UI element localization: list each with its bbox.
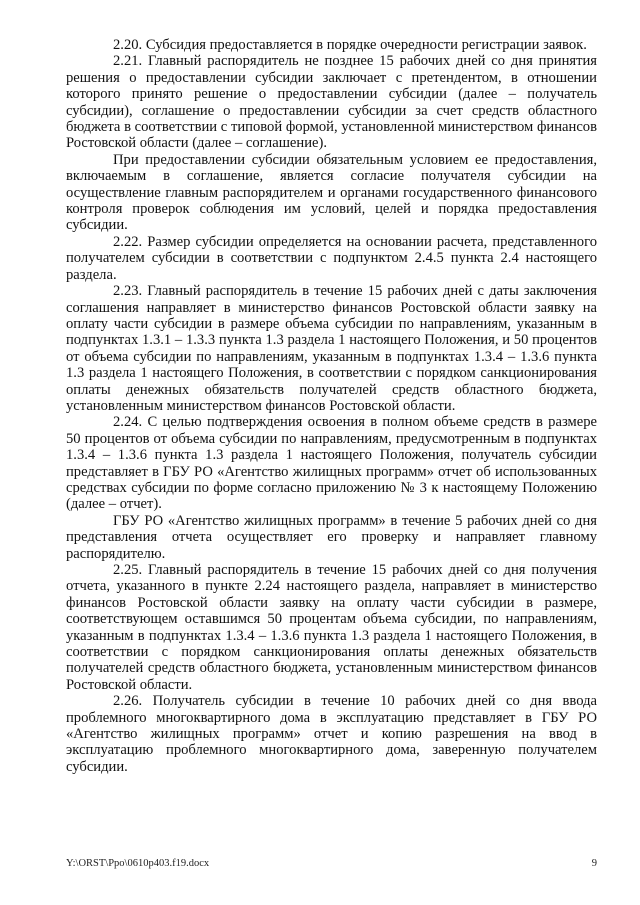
paragraph-2-24-review: ГБУ РО «Агентство жилищных программ» в течение 5 рабочих дней со дня представления отчета осуществляет его проверку и направляет главному распорядителю. bbox=[66, 512, 597, 562]
paragraph-2-21: 2.21. Главный распорядитель не позднее 15 рабочих дней со дня принятия решения о предоставлении субсидии заключает с претендентом, в отношении которого принято решение о предоставлении субсидии (далее – получатель субсидии), соглашение о предоставлении субсидии за счет средств областного бюджета в соответствии с типовой формой, установленной министерством финансов Ростовской области (далее – соглашение). bbox=[66, 53, 597, 152]
paragraph-2-24: 2.24. С целью подтверждения освоения в полном объеме средств в размере 50 процентов от объема субсидии по направлениям, предусмотренным в подпунктах 1.3.4 – 1.3.6 пункта 1.3 раздела 1 настоящего Положения, получатель субсидии представляет в ГБУ РО «Агентство жилищных программ» отчет об использованных средствах субсидии по форме согласно приложению № 3 к настоящему Положению (далее – отчет). bbox=[66, 414, 597, 513]
paragraph-2-20: 2.20. Субсидия предоставляется в порядке очередности регистрации заявок. bbox=[113, 37, 587, 53]
paragraph-2-23: 2.23. Главный распорядитель в течение 15 рабочих дней с даты заключения соглашения направляет в министерство финансов Ростовской области заявку на оплату части субсидии в размере объема субсидии по направлениям, указанным в подпунктах 1.3.1 – 1.3.3 пункта 1.3 раздела 1 настоящего Положения, и 50 процентов от объема субсидии по направлениям, указанным в подпунктах 1.3.4 – 1.3.6 пункта 1.3 раздела 1 настоящего Положения, в соответствии с порядком санкционирования оплаты денежных обязательств получателей средств областного бюджета, установленным министерством финансов Ростовской области. bbox=[66, 283, 597, 414]
paragraph-2-26: 2.26. Получатель субсидии в течение 10 рабочих дней со дня ввода проблемного многоквартирного дома в эксплуатацию представляет в ГБУ РО «Агентство жилищных программ» отчет и копию разрешения на ввод в эксплуатацию проблемного многоквартирного дома, заверенную получателем субсидии. bbox=[66, 693, 597, 775]
page-number: 9 bbox=[591, 858, 597, 869]
footer-file-path: Y:\ORST\Ppo\0610p403.f19.docx bbox=[66, 858, 210, 869]
document-body bbox=[66, 37, 597, 775]
paragraph-2-25: 2.25. Главный распорядитель в течение 15 рабочих дней со дня получения отчета, указанного в пункте 2.24 настоящего раздела, направляет в министерство финансов Ростовской области заявку на оплату части субсидии в размере, соответствующем оставшимся 50 процентам объема субсидии, по направлениям, указанным в подпунктах 1.3.4 – 1.3.6 пункта 1.3 раздела 1 настоящего Положения, в соответствии с порядком санкционирования оплаты денежных обязательств получателей средств областного бюджета, установленным министерством финансов Ростовской области. bbox=[66, 562, 597, 693]
paragraph-2-22: 2.22. Размер субсидии определяется на основании расчета, представленного получателем субсидии в соответствии с подпунктом 2.4.5 пункта 2.4 настоящего раздела. bbox=[66, 233, 597, 283]
paragraph-2-21-condition: При предоставлении субсидии обязательным условием ее предоставления, включаемым в соглашение, является согласие получателя субсидии на осуществление главным распорядителем и органами государственного финансового контроля проверок соблюдения им условий, целей и порядка предоставления субсидии. bbox=[66, 151, 597, 234]
